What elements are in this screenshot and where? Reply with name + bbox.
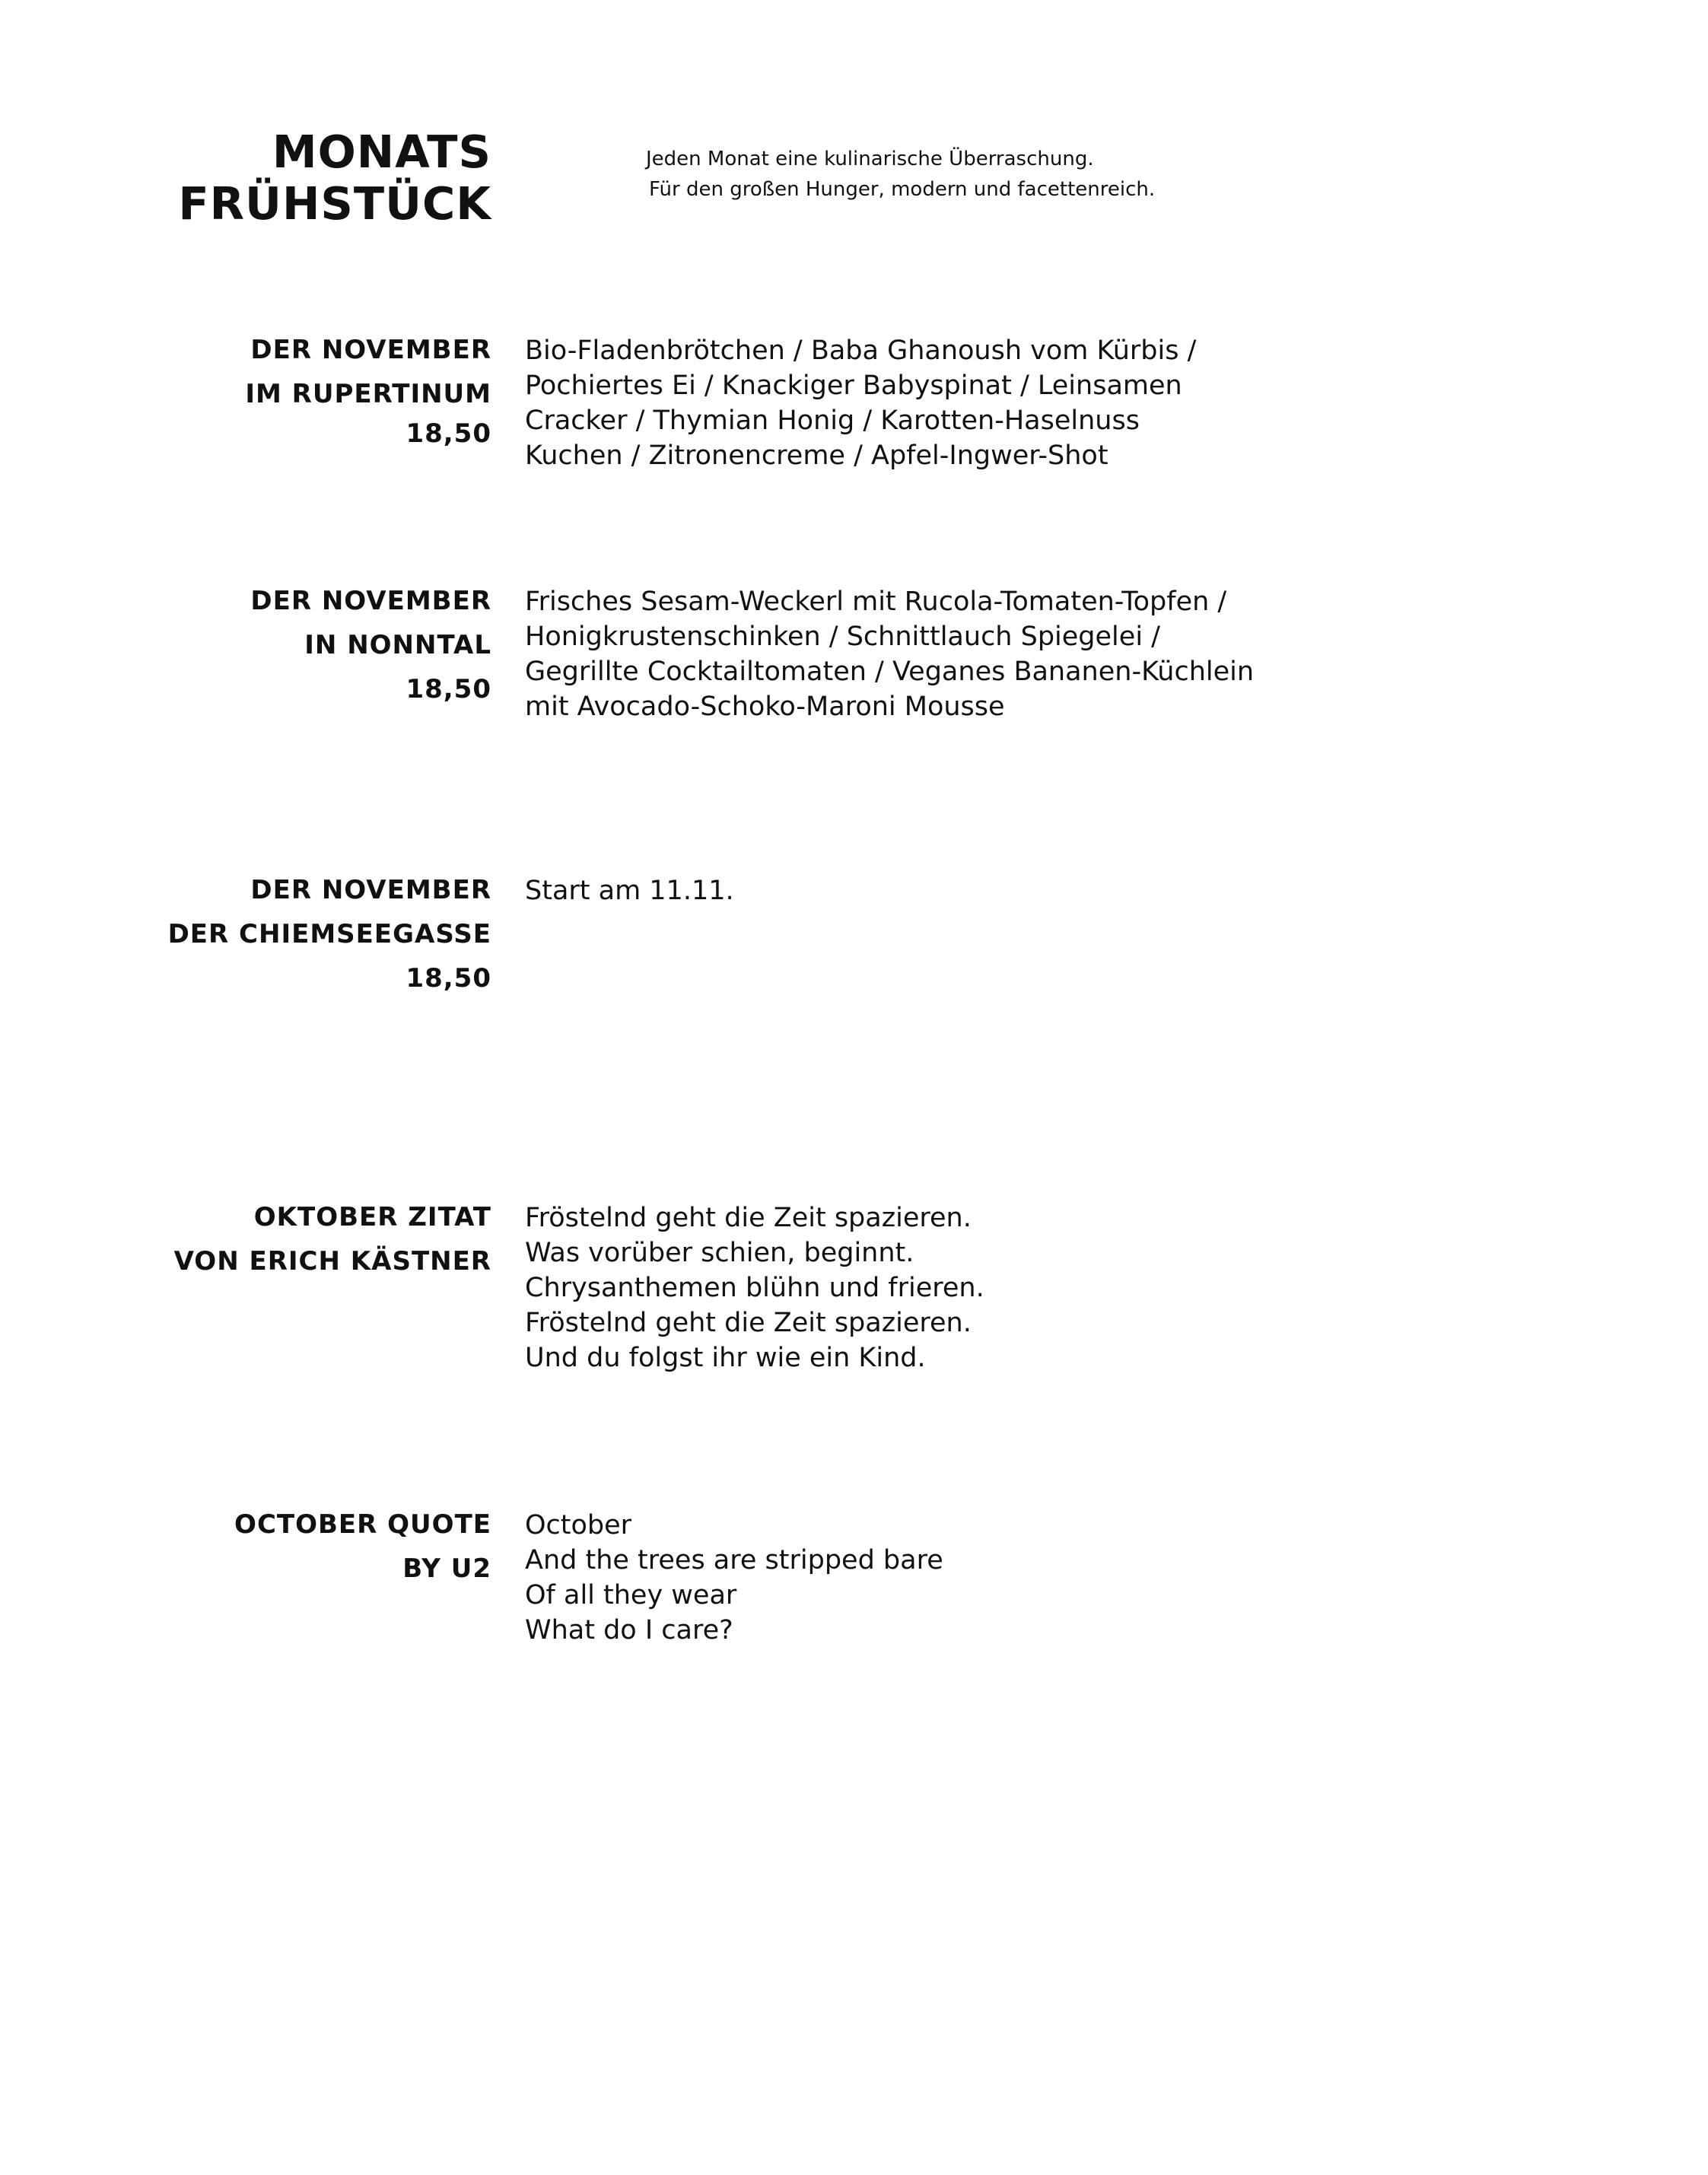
section-text-line: Honigkrustenschinken / Schnittlauch Spiegelei / — [525, 622, 1160, 652]
quote-line: October — [525, 1510, 632, 1541]
section-text-line: Frisches Sesam-Weckerl mit Rucola-Tomaten-Topfen / — [525, 587, 1227, 617]
quote-line: Chrysanthemen blühn und frieren. — [525, 1273, 984, 1303]
section-label: DER NOVEMBER — [250, 586, 491, 616]
page-title-line-2: FRÜHSTÜCK — [178, 177, 491, 230]
section-text-line: Pochiertes Ei / Knackiger Babyspinat / Leinsamen — [525, 370, 1182, 401]
section-price: 18,50 — [406, 674, 491, 704]
section-label: DER CHIEMSEEGASSE — [167, 919, 491, 949]
intro-text-line-2: Für den großen Hunger, modern und facettenreich. — [649, 178, 1156, 201]
section-text-line: Gegrillte Cocktailtomaten / Veganes Bananen-Küchlein — [525, 657, 1255, 687]
section-label: IN NONNTAL — [304, 630, 491, 660]
quote-line: What do I care? — [525, 1615, 733, 1646]
section-label: OCTOBER QUOTE — [234, 1509, 491, 1540]
section-label: BY U2 — [402, 1553, 491, 1584]
section-text-line: mit Avocado-Schoko-Maroni Mousse — [525, 692, 1005, 722]
page-title-line-1: MONATS — [272, 126, 491, 178]
section-text-line: Kuchen / Zitronencreme / Apfel-Ingwer-Shot — [525, 440, 1108, 471]
quote-line: Of all they wear — [525, 1580, 737, 1611]
quote-line: Und du folgst ihr wie ein Kind. — [525, 1343, 926, 1373]
section-label: IM RUPERTINUM — [245, 379, 491, 409]
section-label: VON ERICH KÄSTNER — [173, 1246, 491, 1277]
quote-line: Fröstelnd geht die Zeit spazieren. — [525, 1308, 972, 1338]
section-text-line: Start am 11.11. — [525, 876, 734, 906]
section-price: 18,50 — [406, 963, 491, 994]
quote-line: And the trees are stripped bare — [525, 1545, 943, 1576]
section-label: OKTOBER ZITAT — [253, 1202, 491, 1232]
section-text-line: Bio-Fladenbrötchen / Baba Ghanoush vom Kürbis / — [525, 335, 1197, 366]
section-label: DER NOVEMBER — [250, 875, 491, 905]
intro-text-line-1: Jeden Monat eine kulinarische Überraschung. — [646, 148, 1094, 170]
section-text-line: Cracker / Thymian Honig / Karotten-Haselnuss — [525, 405, 1140, 436]
quote-line: Was vorüber schien, beginnt. — [525, 1238, 914, 1268]
quote-line: Fröstelnd geht die Zeit spazieren. — [525, 1203, 972, 1233]
section-price: 18,50 — [406, 418, 491, 449]
section-label: DER NOVEMBER — [250, 335, 491, 365]
